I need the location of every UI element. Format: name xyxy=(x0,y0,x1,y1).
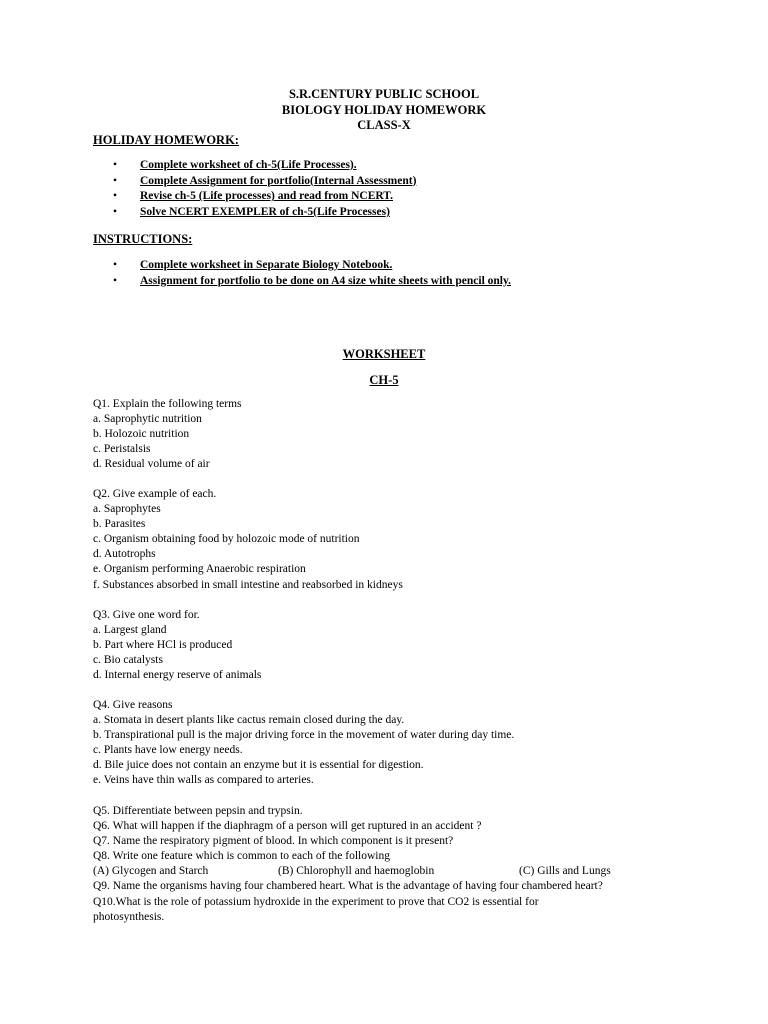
instructions-list xyxy=(113,258,511,289)
question-line: b. Transpirational pull is the major driving force in the movement of water during day time. xyxy=(93,729,515,742)
instructions-heading: INSTRUCTIONS: xyxy=(93,232,193,246)
question-2 xyxy=(93,487,403,593)
bullet-icon: • xyxy=(113,274,118,287)
question-10-continued: photosynthesis. xyxy=(93,910,165,923)
question-line: c. Plants have low energy needs. xyxy=(93,744,243,757)
school-name: S.R.CENTURY PUBLIC SCHOOL xyxy=(288,87,480,101)
question-line: e. Veins have thin walls as compared to arteries. xyxy=(93,774,314,787)
question-line: d. Residual volume of air xyxy=(93,458,210,471)
bullet-icon: • xyxy=(113,190,118,203)
question-line: Q2. Give example of each. xyxy=(93,488,217,500)
question-line: d. Autotrophs xyxy=(93,548,156,561)
list-item: • Complete worksheet in Separate Biology Notebook. xyxy=(113,258,511,274)
question-3 xyxy=(93,608,261,683)
worksheet-title: WORKSHEET xyxy=(342,347,426,361)
bullet-icon: • xyxy=(113,159,118,171)
class-label: CLASS-X xyxy=(357,118,411,132)
question-8: Q8. Write one feature which is common to each of the following xyxy=(93,850,390,863)
question-line: a. Largest gland xyxy=(93,624,167,637)
question-line: d. Bile juice does not contain an enzyme but it is essential for digestion. xyxy=(93,759,424,772)
question-line: e. Organism performing Anaerobic respiration xyxy=(93,563,306,576)
question-4 xyxy=(93,698,514,789)
question-line: a. Saprophytic nutrition xyxy=(93,413,202,426)
question-line: c. Bio catalysts xyxy=(93,654,163,667)
question-line: Q3. Give one word for. xyxy=(93,609,200,621)
option-b: (B) Chlorophyll and haemoglobin xyxy=(278,865,435,878)
holiday-homework-heading: HOLIDAY HOMEWORK: xyxy=(93,133,239,147)
question-7: Q7. Name the respiratory pigment of blood. In which component is it present? xyxy=(93,835,454,848)
holiday-homework-list xyxy=(113,158,416,220)
questions-5-to-10 xyxy=(93,804,611,925)
question-1 xyxy=(93,397,242,472)
list-item: • Complete Assignment for portfolio(Internal Assessment) xyxy=(113,174,416,190)
homework-title: BIOLOGY HOLIDAY HOMEWORK xyxy=(281,103,487,117)
question-line: b. Part where HCl is produced xyxy=(93,639,233,652)
question-line: Q1. Explain the following terms xyxy=(93,398,242,410)
question-9: Q9. Name the organisms having four chambered heart. What is the advantage of having four chambered heart? xyxy=(93,880,603,893)
question-line: a. Stomata in desert plants like cactus remain closed during the day. xyxy=(93,714,405,727)
question-line: a. Saprophytes xyxy=(93,503,161,516)
question-6: Q6. What will happen if the diaphragm of a person will get ruptured in an accident ? xyxy=(93,820,482,833)
list-item: • Complete worksheet of ch-5(Life Processes). xyxy=(113,158,416,174)
bullet-icon: • xyxy=(113,174,118,187)
bullet-icon: • xyxy=(113,205,118,218)
question-line: f. Substances absorbed in small intestine and reabsorbed in kidneys xyxy=(93,578,403,591)
question-line: Q4. Give reasons xyxy=(93,699,173,711)
bullet-icon: • xyxy=(113,259,118,271)
question-line: b. Parasites xyxy=(93,518,146,531)
question-line: d. Internal energy reserve of animals xyxy=(93,669,262,682)
list-item: • Solve NCERT EXEMPLER of ch-5(Life Processes) xyxy=(113,205,416,221)
chapter-label: CH-5 xyxy=(369,373,399,387)
question-line: c. Peristalsis xyxy=(93,443,151,456)
question-line: c. Organism obtaining food by holozoic mode of nutrition xyxy=(93,533,360,546)
question-10: Q10.What is the role of potassium hydroxide in the experiment to prove that CO2 is essential for xyxy=(93,895,539,908)
question-8-options xyxy=(93,864,611,879)
question-line: b. Holozoic nutrition xyxy=(93,428,190,441)
option-a: (A) Glycogen and Starch xyxy=(93,865,209,878)
question-5: Q5. Differentiate between pepsin and trypsin. xyxy=(93,805,303,817)
list-item: • Assignment for portfolio to be done on A4 size white sheets with pencil only. xyxy=(113,274,511,290)
option-c: (C) Gills and Lungs xyxy=(519,865,611,878)
list-item: • Revise ch-5 (Life processes) and read from NCERT. xyxy=(113,189,416,205)
